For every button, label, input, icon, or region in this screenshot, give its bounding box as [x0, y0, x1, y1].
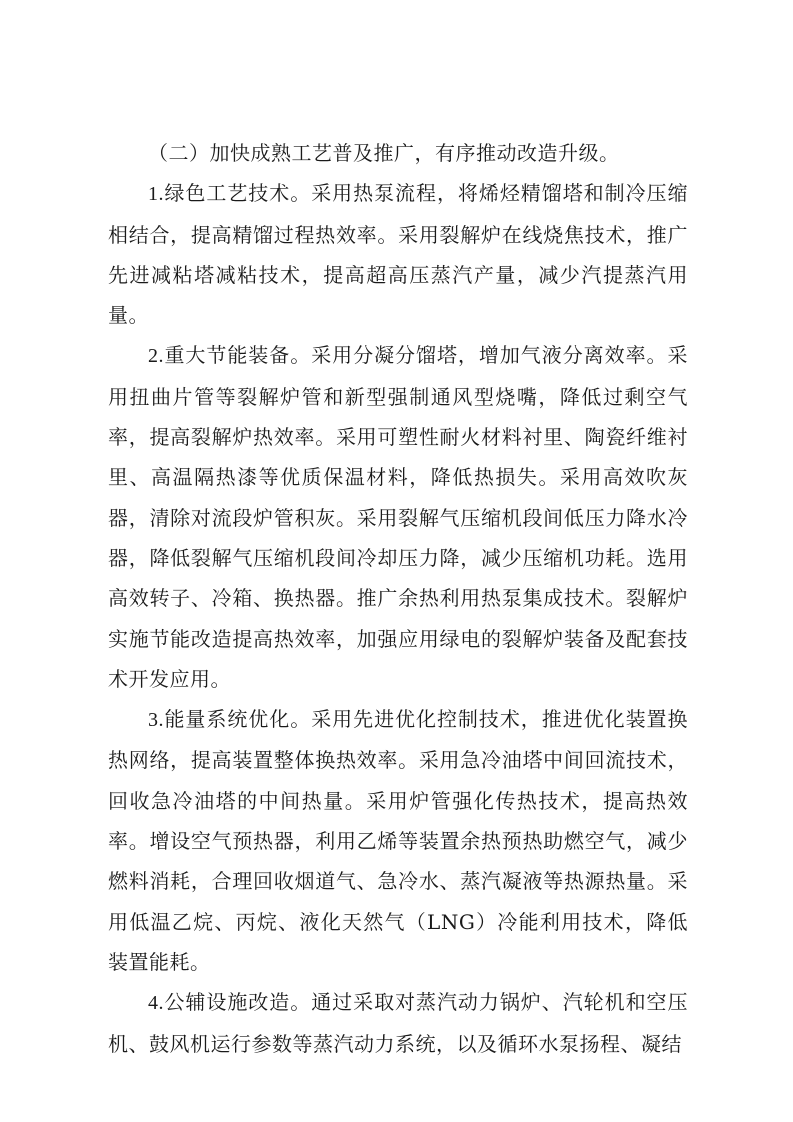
paragraph-item-1	[108, 173, 688, 335]
item-number: 2.	[148, 345, 164, 368]
item-number: 4.	[148, 992, 164, 1015]
item-body: 通过采取对蒸汽动力锅炉、汽轮机和空压机、鼓风机运行参数等蒸汽动力系统，以及循环水泵扬程、凝结	[108, 990, 689, 1056]
document-body	[108, 133, 688, 1064]
item-lead: 公辅设施改造。	[164, 990, 312, 1015]
paragraph-item-2	[108, 335, 688, 699]
paragraph-item-3	[108, 699, 688, 982]
item-body: 采用分凝分馏塔，增加气液分离效率。采用扭曲片管等裂解炉管和新型强制通风型烧嘴，降低过剩空气率，提高裂解炉热效率。采用可塑性耐火材料衬里、陶瓷纤维衬里、高温隔热漆等优质保温材料，降低热损失。采用高效吹灰器，清除对流段炉管积灰。采用裂解气压缩机段间低压力降水冷器，降低裂解气压缩机段间冷却压力降，减少压缩机功耗。选用高效转子、冷箱、换热器。推广余热利用热泵集成技术。裂解炉实施节能改造提高热效率，加强应用绿电的裂解炉装备及配套技术开发应用。	[108, 343, 689, 691]
item-number: 1.	[148, 183, 164, 206]
item-lead: 重大节能装备。	[164, 343, 312, 368]
item-body: 采用热泵流程，将烯烃精馏塔和制冷压缩相结合，提高精馏过程热效率。采用裂解炉在线烧焦技术，推广先进减粘塔减粘技术，提高超高压蒸汽产量，减少汽提蒸汽用量。	[108, 181, 689, 328]
section-heading: （二）加快成熟工艺普及推广，有序推动改造升级。	[148, 141, 620, 165]
item-number: 3.	[148, 709, 164, 732]
item-lead: 能量系统优化。	[164, 707, 312, 732]
item-body: 采用先进优化控制技术，推进优化装置换热网络，提高装置整体换热效率。采用急冷油塔中间回流技术，回收急冷油塔的中间热量。采用炉管强化传热技术，提高热效率。增设空气预热器，利用乙烯等装置余热预热助燃空气，减少燃料消耗，合理回收烟道气、急冷水、蒸汽凝液等热源热量。采用低温乙烷、丙烷、液化天然气（LNG）冷能利用技术，降低装置能耗。	[108, 707, 689, 974]
item-lead: 绿色工艺技术。	[164, 181, 312, 206]
paragraph-item-4	[108, 982, 688, 1064]
